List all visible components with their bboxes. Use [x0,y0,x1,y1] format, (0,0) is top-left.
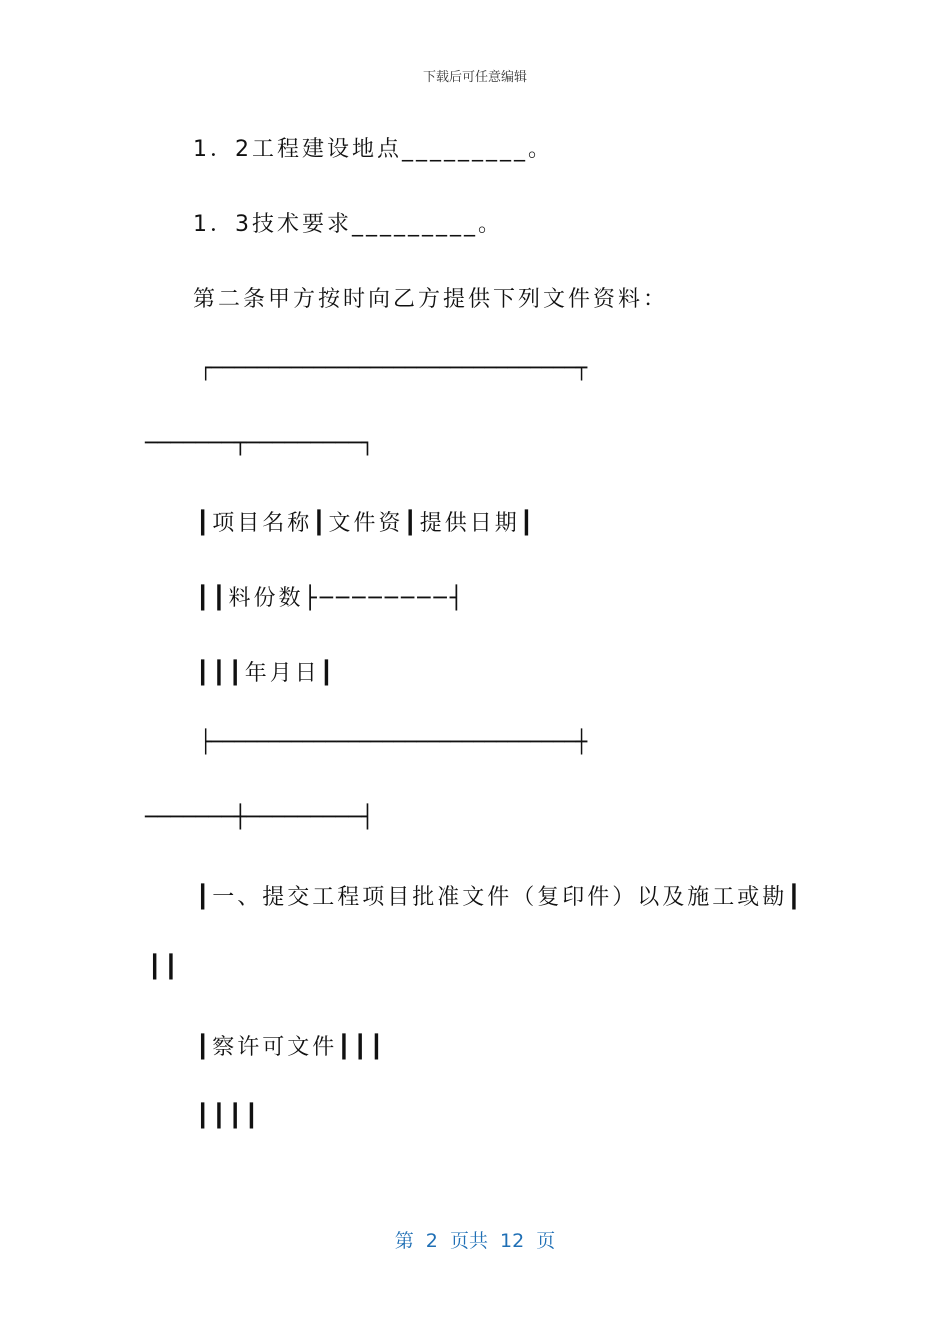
table-top-border: ┌────────────────────────────────┬ [200,356,588,381]
clause-2-heading: 第二条甲方按时向乙方提供下列文件资料： [193,287,669,312]
table-middle-border-continued: ───────┼─────────┤ [145,805,374,830]
table-row-empty: ┃┃┃┃ [196,1104,261,1129]
table-row-item-1-wrap: ┃┃ [148,955,181,980]
clause-1-3: 1．3技术要求_________。 [193,212,503,237]
page-footer: 第 2 页共 12 页 [394,1230,556,1252]
table-top-border-continued: ───────┬─────────┐ [145,431,374,456]
table-header-row-3: ┃┃┃年月日┃ [196,661,336,686]
table-row-item-1: ┃一、提交工程项目批准文件（复印件）以及施工或勘┃ [196,885,804,910]
table-row-item-1-cont: ┃察许可文件┃┃┃ [196,1035,386,1060]
table-header-row-2: ┃┃料份数├────────┤ [196,586,466,611]
page-header: 下载后可任意编辑 [422,70,527,85]
clause-1-2: 1．2工程建设地点_________。 [193,137,553,162]
table-middle-border: ├────────────────────────────────┼ [200,730,588,755]
table-header-row-1: ┃项目名称┃文件资┃提供日期┃ [196,511,536,536]
